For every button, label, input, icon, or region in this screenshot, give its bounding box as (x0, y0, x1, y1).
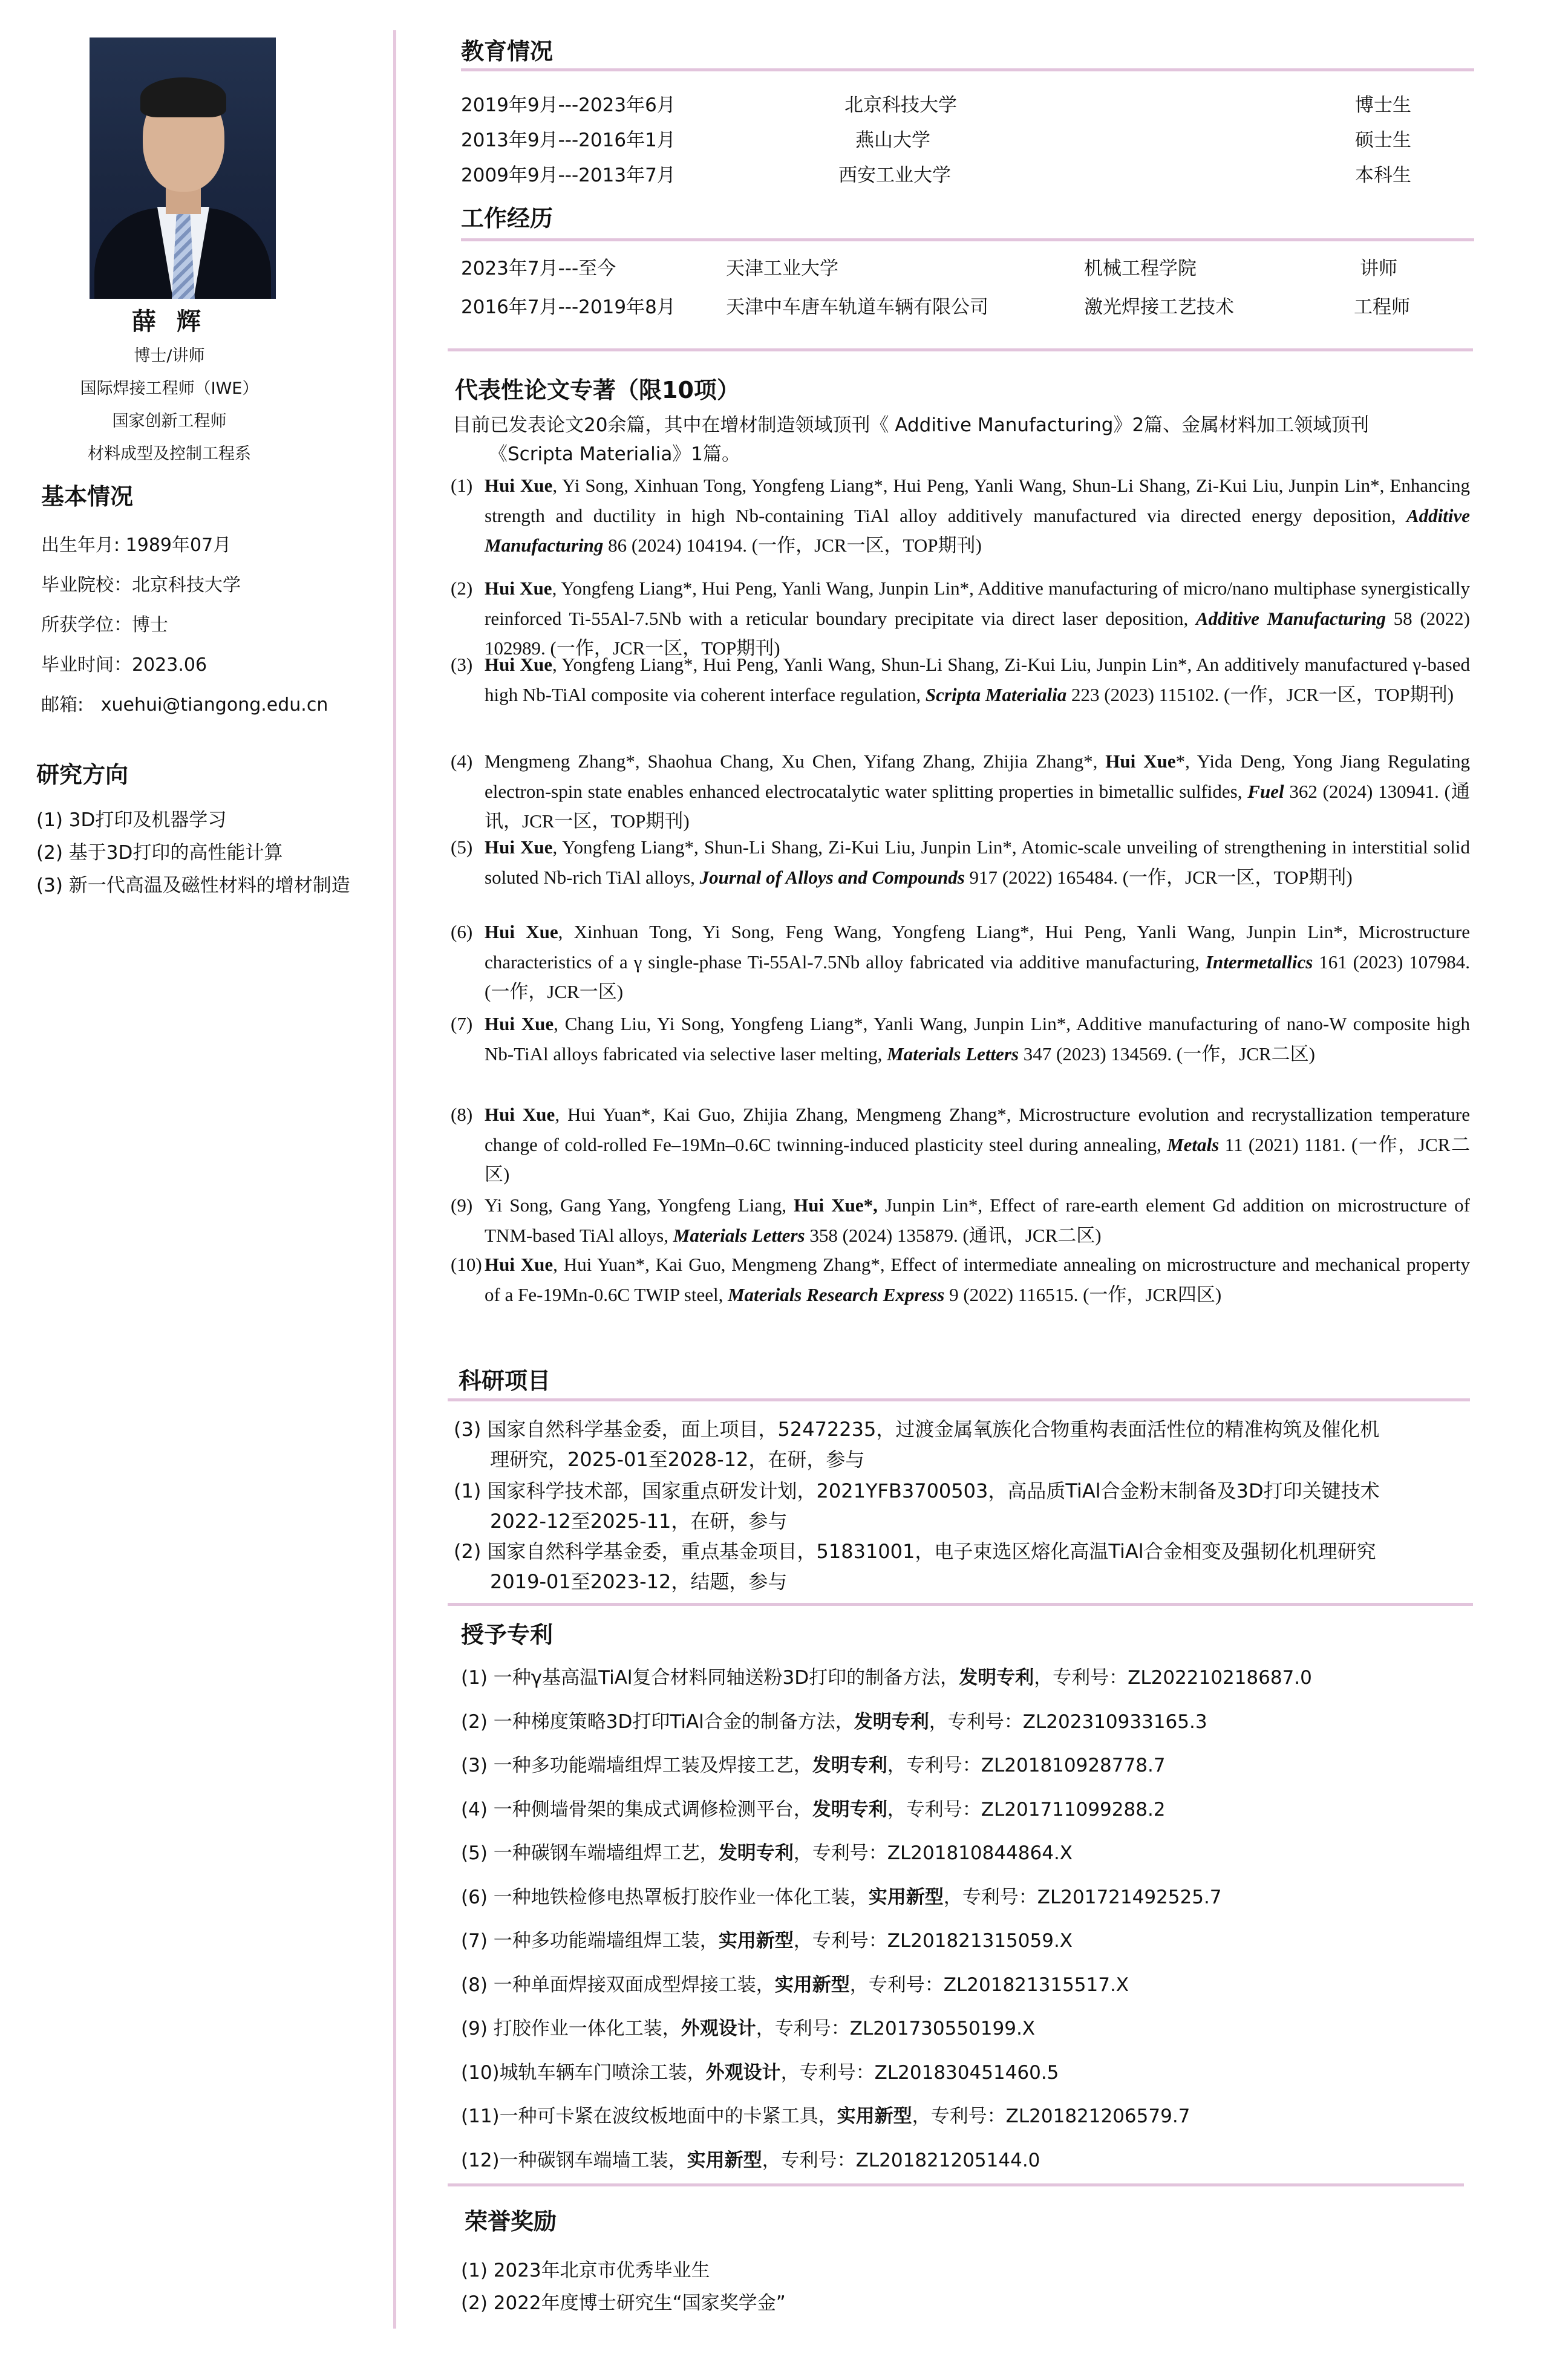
edu-period: 2009年9月---2013年7月 (461, 165, 676, 186)
work-org: 天津工业大学 (726, 258, 838, 279)
work-role: 讲师 (1360, 258, 1397, 279)
project-item (454, 1476, 1482, 1536)
patent-number: ，专利号：ZL201721492525.7 (943, 1886, 1222, 1908)
info-row: 毕业时间：2023.06 (41, 654, 207, 676)
paper-number: (4) (451, 751, 473, 772)
info-row: 所获学位：博士 (41, 615, 168, 636)
paper-text: , Chang Liu, Yi Song, Yongfeng Liang*, Yanli Wang, Junpin Lin*, Additive manufacturing of nano-W composite high Nb-TiAl alloys fabricated via selective laser melting, (485, 1013, 1470, 1064)
title-line: 博士/讲师 (134, 347, 205, 365)
patent-item (461, 1706, 1207, 1733)
patent-type: 发明专利 (718, 1842, 794, 1864)
papers-intro: 《Scripta Materialia》1篇。 (489, 443, 741, 465)
patent-title: (9) 打胶作业一体化工装， (461, 2018, 681, 2039)
edu-period: 2013年9月---2016年1月 (461, 129, 676, 151)
patent-title: (7) 一种多功能端墙组焊工装， (461, 1930, 719, 1952)
patent-item (461, 1882, 1222, 1909)
edu-school: 北京科技大学 (844, 94, 957, 116)
edu-school: 西安工业大学 (838, 165, 951, 186)
awards-heading: 荣誉奖励 (465, 2208, 557, 2235)
section-rule (448, 348, 1473, 351)
project-line: 2022-12至2025-11，在研，参与 (490, 1510, 788, 1533)
section-rule (448, 1603, 1473, 1606)
work-role: 工程师 (1354, 296, 1410, 318)
paper-journal: Scripta Materialia (925, 683, 1067, 705)
project-item (454, 1414, 1482, 1475)
paper-text: , Xinhuan Tong, Yi Song, Feng Wang, Yongfeng Liang*, Hui Peng, Yanli Wang, Junpin Lin*, Microstructure characteristics of a γ single-phase Ti-55Al-7.5Nb alloy fabricated via additive manufacturing, (485, 921, 1470, 973)
section-rule (448, 1398, 1470, 1401)
section-rule (461, 238, 1474, 241)
paper-journal: Materials Letters (887, 1043, 1019, 1064)
paper-item (451, 917, 1470, 1007)
patent-title: (12)一种碳钢车端墙工装， (461, 2149, 687, 2171)
paper-author: Hui Xue (485, 1013, 554, 1034)
edu-degree: 博士生 (1355, 94, 1411, 116)
work-dept: 机械工程学院 (1084, 258, 1197, 279)
paper-author: Hui Xue (485, 654, 552, 675)
patent-type: 发明专利 (812, 1798, 887, 1821)
paper-item (451, 746, 1470, 836)
project-line: 2019-01至2023-12，结题，参与 (490, 1570, 788, 1593)
edu-period: 2019年9月---2023年6月 (461, 94, 676, 116)
paper-author: Hui Xue (485, 921, 558, 942)
patent-number: ，专利号：ZL201830451460.5 (780, 2061, 1059, 2084)
research-heading: 研究方向 (36, 761, 129, 788)
project-line: (2) 国家自然科学基金委，重点基金项目，51831001，电子束选区熔化高温TiAl合金相变及强韧化机理研究 (454, 1540, 1376, 1563)
paper-citation: 362 (2024) 130941. (通讯，JCR一区，TOP期刊) (485, 780, 1470, 832)
paper-item (451, 832, 1470, 892)
paper-text: *, Yida Deng, Yong Jiang Regulating electron-spin state enables enhanced electrocatalytic water splitting properties in bimetallic sulfides, (485, 751, 1470, 802)
title-line: 国家创新工程师 (112, 412, 227, 431)
patent-item (461, 1794, 1166, 1821)
patent-number: ，专利号：ZL201821315517.X (849, 1974, 1129, 1996)
email-row: 邮箱: xuehui@tiangong.edu.cn (41, 694, 328, 716)
paper-text: , Yongfeng Liang*, Shun-Li Shang, Zi-Kui Liu, Junpin Lin*, Atomic-scale unveiling of strengthening in interstitial solid soluted Nb-rich TiAl alloys, (485, 836, 1470, 888)
paper-text: Junpin Lin*, Effect of rare-earth element Gd addition on microstructure of TNM-based TiAl alloys, (485, 1195, 1470, 1246)
patent-type: 外观设计 (681, 2018, 756, 2039)
patent-title: (4) 一种侧墙骨架的集成式调修检测平台， (461, 1798, 812, 1821)
patent-item (461, 1925, 1073, 1952)
paper-author: Hui Xue (485, 1104, 555, 1125)
paper-number: (2) (451, 578, 473, 599)
work-period: 2023年7月---至今 (461, 258, 616, 279)
work-org: 天津中车唐车轨道车辆有限公司 (726, 296, 988, 318)
patent-number: ，专利号：ZL201810844864.X (793, 1842, 1073, 1864)
patent-number: ，专利号：ZL201821205144.0 (762, 2149, 1040, 2171)
paper-text: , Yi Song, Xinhuan Tong, Yongfeng Liang*, Hui Peng, Yanli Wang, Shun-Li Shang, Zi-Kui Liu, Junpin Lin*, Enhancing strength and ductility in high Nb-containing TiAl alloy additively manufactured via directed energy deposition, (485, 475, 1470, 526)
section-rule (461, 68, 1474, 71)
paper-number: (10) (451, 1254, 482, 1275)
patent-item (461, 1969, 1129, 1997)
paper-number: (1) (451, 475, 473, 496)
research-item: (2) 基于3D打印的高性能计算 (36, 842, 283, 864)
paper-item (451, 1100, 1470, 1190)
patent-number: ，专利号：ZL201711099288.2 (887, 1798, 1166, 1821)
patent-title: (6) 一种地铁检修电热罩板打胶作业一体化工装， (461, 1886, 869, 1908)
paper-journal: Journal of Alloys and Compounds (699, 866, 965, 888)
award-item: (2) 2022年度博士研究生“国家奖学金” (461, 2292, 786, 2314)
patent-type: 发明专利 (959, 1667, 1034, 1689)
paper-journal: Additive Manufacturing (1195, 607, 1386, 629)
patent-number: ，专利号：ZL201821206579.7 (912, 2105, 1190, 2127)
paper-coauthors: Mengmeng Zhang*, Shaohua Chang, Xu Chen, Yifang Zhang, Zhijia Zhang*, (485, 751, 1106, 772)
paper-journal: Materials Letters (673, 1224, 805, 1246)
paper-item (451, 471, 1470, 561)
patent-type: 发明专利 (854, 1710, 929, 1733)
paper-author: Hui Xue (485, 1254, 554, 1275)
paper-item (451, 1190, 1470, 1250)
paper-item (451, 1009, 1470, 1069)
profile-photo (90, 37, 276, 299)
paper-text: , Hui Yuan*, Kai Guo, Zhijia Zhang, Mengmeng Zhang*, Microstructure evolution and recrystallization temperature change of cold-rolled Fe–19Mn–0.6C twinning-induced plasticity steel during annealing, (485, 1104, 1470, 1155)
work-heading: 工作经历 (461, 205, 554, 232)
work-period: 2016年7月---2019年8月 (461, 296, 676, 318)
papers-intro: 目前已发表论文20余篇，其中在增材制造领域顶刊《 Additive Manufacturing》2篇、金属材料加工领域顶刊 (452, 414, 1370, 436)
patents-heading: 授予专利 (461, 1622, 554, 1648)
paper-journal: Metals (1167, 1133, 1220, 1155)
paper-journal: Fuel (1247, 780, 1284, 802)
paper-number: (5) (451, 836, 473, 858)
person-name: 薛 辉 (132, 308, 207, 336)
title-line: 材料成型及控制工程系 (88, 445, 251, 463)
paper-number: (6) (451, 921, 473, 942)
education-heading: 教育情况 (461, 38, 554, 65)
patent-number: ，专利号：ZL201730550199.X (756, 2018, 1036, 2039)
paper-text: , Yongfeng Liang*, Hui Peng, Yanli Wang, Junpin Lin*, Additive manufacturing of micro/nano multiphase synergistically reinforced Ti-55Al-7.5Nb with a reticular boundary precipitate via direct laser deposition, (485, 578, 1470, 629)
patent-type: 实用新型 (837, 2105, 912, 2127)
left-sidebar (0, 0, 399, 2380)
paper-item (451, 650, 1470, 709)
paper-citation: 917 (2022) 165484. (一作，JCR一区，TOP期刊) (964, 866, 1353, 888)
paper-citation: 58 (2022) 102989. (一作，JCR一区，TOP期刊) (485, 607, 1470, 659)
patent-title: (11)一种可卡紧在波纹板地面中的卡紧工具， (461, 2105, 837, 2127)
paper-citation: 9 (2022) 116515. (一作，JCR四区) (944, 1283, 1222, 1305)
title-line: 国际焊接工程师（IWE） (80, 379, 259, 398)
patent-type: 外观设计 (705, 2061, 781, 2084)
patent-item (461, 2057, 1059, 2084)
patent-type: 发明专利 (812, 1755, 887, 1776)
edu-degree: 本科生 (1355, 165, 1411, 186)
paper-number: (7) (451, 1013, 473, 1034)
paper-journal: Materials Research Express (728, 1283, 945, 1305)
paper-author: Hui Xue (485, 475, 553, 496)
column-divider (393, 30, 396, 2329)
research-item: (1) 3D打印及机器学习 (36, 809, 227, 831)
research-item: (3) 新一代高温及磁性材料的增材制造 (36, 875, 350, 896)
patent-title: (5) 一种碳钢车端墙组焊工艺， (461, 1842, 719, 1864)
paper-text: , Hui Yuan*, Kai Guo, Mengmeng Zhang*, Effect of intermediate annealing on microstructure and mechanical property of a Fe-19Mn-0.6C TWIP steel, (485, 1254, 1470, 1305)
patent-number: ，专利号：ZL202310933165.3 (929, 1710, 1207, 1733)
patent-title: (10)城轨车辆车门喷涂工装， (461, 2061, 706, 2084)
patent-number: ，专利号：ZL202210218687.0 (1034, 1667, 1312, 1689)
paper-citation: 347 (2023) 134569. (一作，JCR二区) (1019, 1043, 1315, 1064)
paper-journal: Additive Manufacturing (485, 504, 1470, 556)
patent-title: (2) 一种梯度策略3D打印TiAl合金的制备方法， (461, 1710, 854, 1733)
patent-type: 实用新型 (718, 1930, 794, 1952)
paper-citation: 11 (2021) 1181. (一作，JCR二区) (485, 1133, 1471, 1185)
patent-title: (8) 一种单面焊接双面成型焊接工装， (461, 1974, 775, 1996)
papers-heading: 代表性论文专著（限10项） (455, 377, 740, 403)
section-rule (448, 2183, 1464, 2186)
paper-journal: Intermetallics (1205, 951, 1313, 973)
patent-item (461, 1837, 1073, 1865)
patent-title: (1) 一种γ基高温TiAl复合材料同轴送粉3D打印的制备方法， (461, 1667, 959, 1689)
edu-school: 燕山大学 (855, 129, 930, 151)
patent-item (461, 2013, 1035, 2040)
patent-title: (3) 一种多功能端墙组焊工装及焊接工艺， (461, 1755, 812, 1776)
patent-number: ，专利号：ZL201821315059.X (793, 1930, 1073, 1952)
paper-text: , Yongfeng Liang*, Hui Peng, Yanli Wang, Shun-Li Shang, Zi-Kui Liu, Junpin Lin*, An additively manufactured γ-based high Nb-TiAl composite via coherent interface regulation, (485, 654, 1470, 705)
paper-citation: 223 (2023) 115102. (一作，JCR一区，TOP期刊) (1066, 683, 1454, 705)
patent-type: 实用新型 (774, 1974, 850, 1996)
paper-coauthors: Yi Song, Gang Yang, Yongfeng Liang, (485, 1195, 794, 1216)
work-dept: 激光焊接工艺技术 (1084, 296, 1234, 318)
paper-number: (3) (451, 654, 473, 675)
project-line: (3) 国家自然科学基金委，面上项目，52472235，过渡金属氧族化合物重构表面活性位的精准构筑及催化机 (454, 1418, 1380, 1441)
paper-citation: 161 (2023) 107984. (一作，JCR一区) (485, 951, 1470, 1002)
projects-heading: 科研项目 (459, 1368, 551, 1394)
paper-number: (9) (451, 1195, 473, 1216)
paper-citation: 358 (2024) 135879. (通讯，JCR二区) (805, 1224, 1102, 1246)
paper-author: Hui Xue (485, 578, 552, 599)
project-line: 理研究，2025-01至2028-12，在研，参与 (490, 1448, 865, 1471)
paper-author: Hui Xue*, (794, 1195, 878, 1216)
patent-item (461, 1662, 1312, 1689)
paper-item (451, 1250, 1470, 1309)
patent-item (461, 2101, 1190, 2128)
project-item (454, 1536, 1482, 1597)
patent-type: 实用新型 (868, 1886, 944, 1908)
award-item: (1) 2023年北京市优秀毕业生 (461, 2260, 710, 2281)
info-row: 出生年月: 1989年07月 (41, 535, 232, 556)
project-line: (1) 国家科学技术部，国家重点研发计划，2021YFB3700503，高品质TiAl合金粉末制备及3D打印关键技术 (454, 1479, 1380, 1502)
patent-item (461, 1750, 1166, 1777)
patent-type: 实用新型 (687, 2149, 762, 2171)
patent-number: ，专利号：ZL201810928778.7 (887, 1755, 1166, 1776)
paper-citation: 86 (2024) 104194. (一作，JCR一区，TOP期刊) (603, 535, 982, 556)
paper-author: Hui Xue (1105, 751, 1176, 772)
info-row: 毕业院校：北京科技大学 (41, 575, 241, 596)
paper-number: (8) (451, 1104, 473, 1125)
edu-degree: 硕士生 (1355, 129, 1411, 151)
paper-author: Hui Xue (485, 836, 553, 858)
patent-item (461, 2145, 1040, 2172)
basic-info-heading: 基本情况 (41, 483, 134, 510)
